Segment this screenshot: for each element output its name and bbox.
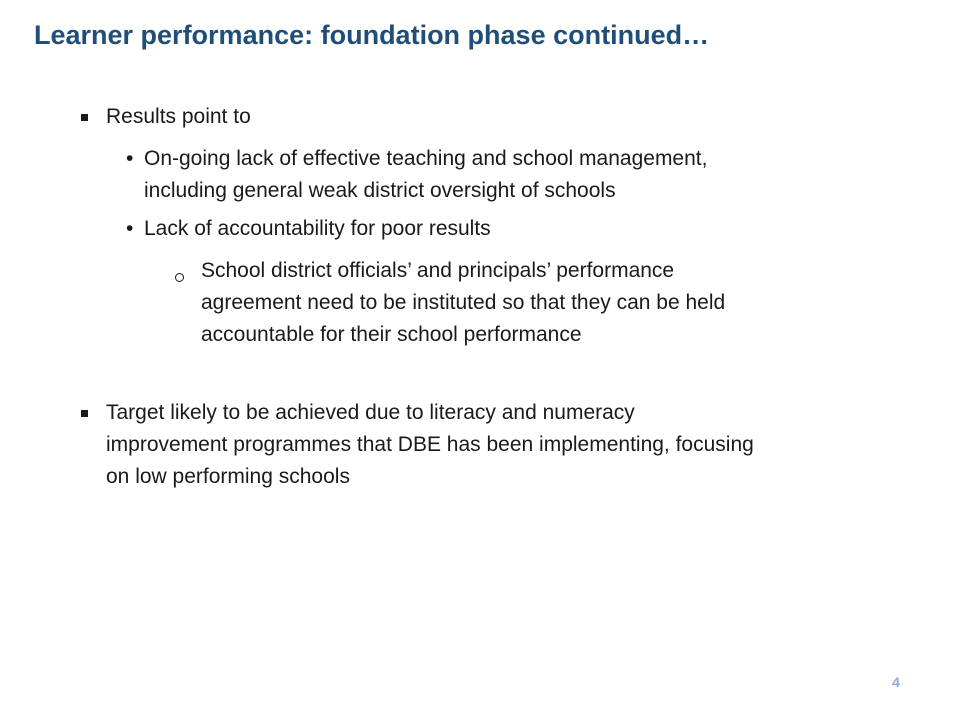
bullet-target-line: Target likely to be achieved due to literacy and numeracy — [106, 401, 635, 424]
bullet-target-line: on low performing schools — [106, 465, 350, 488]
dot-bullet-icon: • — [126, 147, 134, 170]
sub-bullet-line: On-going lack of effective teaching and school management, — [144, 147, 708, 170]
sub-sub-bullet-line: agreement need to be instituted so that they can be held — [201, 291, 726, 314]
bullet-results-point-to: Results point to — [106, 105, 251, 128]
square-bullet-icon — [81, 114, 88, 121]
sub-sub-bullet-line: School district officials’ and principals’ performance — [201, 259, 675, 282]
page-number: 4 — [892, 674, 900, 690]
sub-bullet-line: Lack of accountability for poor results — [144, 217, 491, 240]
sub-bullet-line: including general weak district oversight of schools — [144, 179, 616, 202]
dot-bullet-icon: • — [126, 217, 134, 240]
circle-bullet-icon — [175, 273, 184, 282]
square-bullet-icon — [81, 410, 88, 417]
bullet-target-line: improvement programmes that DBE has been implementing, focusing — [106, 433, 754, 456]
slide-title: Learner performance: foundation phase continued… — [34, 20, 710, 50]
sub-sub-bullet-line: accountable for their school performance — [201, 323, 582, 346]
